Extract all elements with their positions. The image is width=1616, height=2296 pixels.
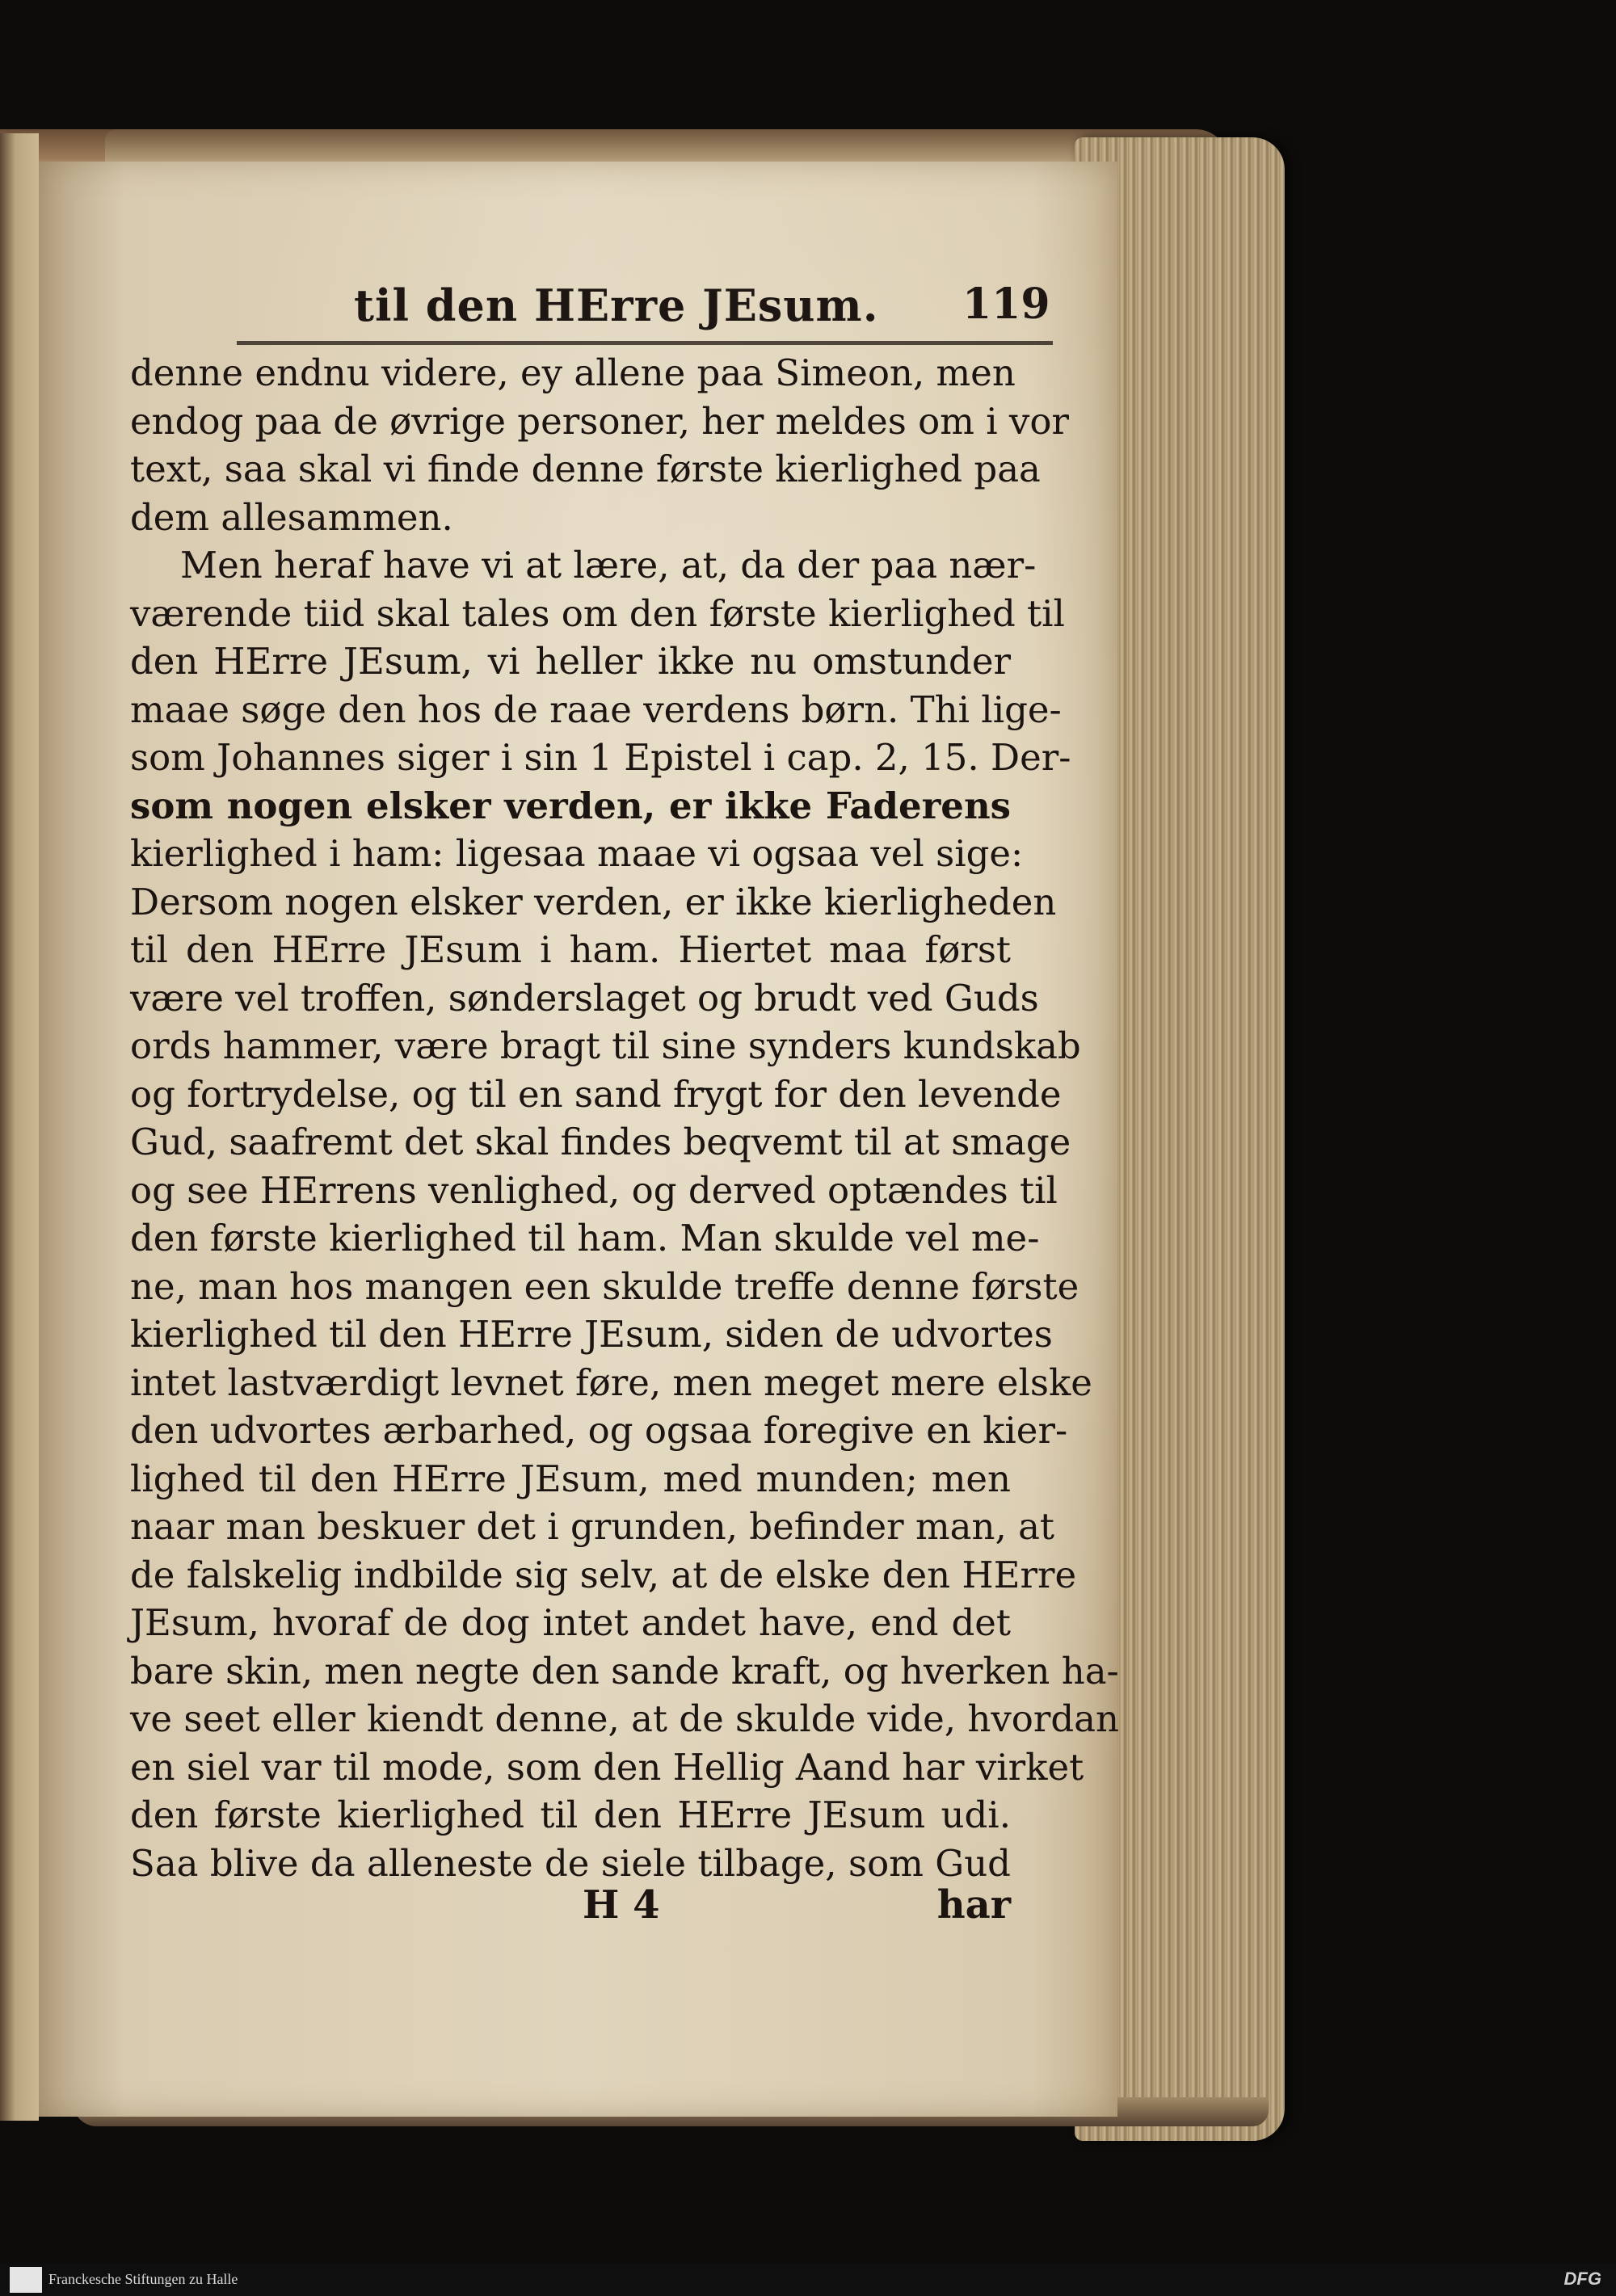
text-line: text, saa skal vi finde denne første kierlighed paa — [130, 448, 1041, 490]
text-line: naar man beskuer det i grunden, befinder man, at — [130, 1505, 1054, 1548]
text-line: den første kierlighed til ham. Man skulde vel me- — [130, 1217, 1040, 1259]
facing-page-edge — [0, 133, 39, 2121]
text-line: den HErre JEsum, vi heller ikke nu omstunder — [130, 640, 1011, 683]
text-line: denne endnu videre, ey allene paa Simeon, men — [130, 351, 1016, 394]
text-line: værende tiid skal tales om den første kierlighed til — [130, 591, 1065, 635]
institution-logo-icon — [10, 2267, 42, 2293]
book-page — [39, 162, 1117, 2117]
text-line: kierlighed til den HErre JEsum, siden de udvortes — [130, 1313, 1053, 1356]
text-line: Men heraf have vi at lære, at, da der paa nær- — [180, 544, 1037, 587]
text-line: ords hammer, være bragt til sine synders kundskab — [130, 1024, 1081, 1067]
text-line: og fortrydelse, og til en sand frygt for den levende — [130, 1072, 1062, 1116]
running-head-rule — [237, 341, 1053, 345]
text-line: dem allesammen. — [130, 495, 453, 539]
text-line: en siel var til mode, som den Hellig Aand har virket — [130, 1745, 1084, 1789]
text-line: endog paa de øvrige personer, her meldes om i vor — [130, 399, 1069, 443]
text-line-emphasis: som nogen elsker verden, er ikke Faderens — [130, 784, 1011, 827]
text-line: ne, man hos mangen een skulde treffe denne første — [130, 1264, 1079, 1308]
text-line: og see HErrens venlighed, og derved optændes til — [130, 1168, 1058, 1212]
text-line: den udvortes ærbarhed, og ogsaa foregive en kier- — [130, 1409, 1068, 1452]
text-line: JEsum, hvoraf de dog intet andet have, end det — [130, 1601, 1011, 1644]
text-line: være vel troffen, sønderslaget og brudt ved Guds — [130, 976, 1039, 1020]
text-line: kierlighed i ham: ligesaa maae vi ogsaa vel sige: — [130, 832, 1024, 875]
text-line: Dersom nogen elsker verden, er ikke kierligheden — [130, 880, 1057, 923]
body-text — [130, 349, 1119, 1887]
text-line: ve seet eller kiendt denne, at de skulde vide, hvordan — [130, 1697, 1119, 1740]
text-line: Saa blive da alleneste de siele tilbage, som Gud — [130, 1841, 1011, 1885]
credit-bar — [0, 2264, 1616, 2296]
running-head-title: til den HErre JEsum. — [354, 280, 879, 331]
text-line: bare skin, men negte den sande kraft, og hverken ha- — [130, 1649, 1119, 1693]
book-cover-top — [105, 129, 1228, 162]
catchword: har — [936, 1882, 1011, 1928]
page-footer — [130, 1882, 1011, 1939]
page-number: 119 — [962, 280, 1050, 329]
text-line: som Johannes siger i sin 1 Epistel i cap. 2, 15. Der- — [130, 736, 1071, 779]
text-line: maae søge den hos de raae verdens børn. Thi lige- — [130, 688, 1062, 731]
funder-logo: DFG — [1563, 2269, 1601, 2289]
text-line: til den HErre JEsum i ham. Hiertet maa først — [130, 928, 1011, 971]
running-head — [152, 280, 1050, 341]
institution-name: Franckesche Stiftungen zu Halle — [48, 2271, 238, 2287]
text-line: lighed til den HErre JEsum, med munden; men — [130, 1457, 1011, 1500]
signature-mark: H 4 — [583, 1882, 660, 1928]
text-line: Gud, saafremt det skal findes beqvemt til at smage — [130, 1121, 1071, 1163]
text-line: den første kierlighed til den HErre JEsum udi. — [130, 1793, 1011, 1836]
text-line: intet lastværdigt levnet føre, men meget mere elske — [130, 1360, 1092, 1404]
text-line: de falskelig indbilde sig selv, at de elske den HErre — [130, 1553, 1077, 1596]
